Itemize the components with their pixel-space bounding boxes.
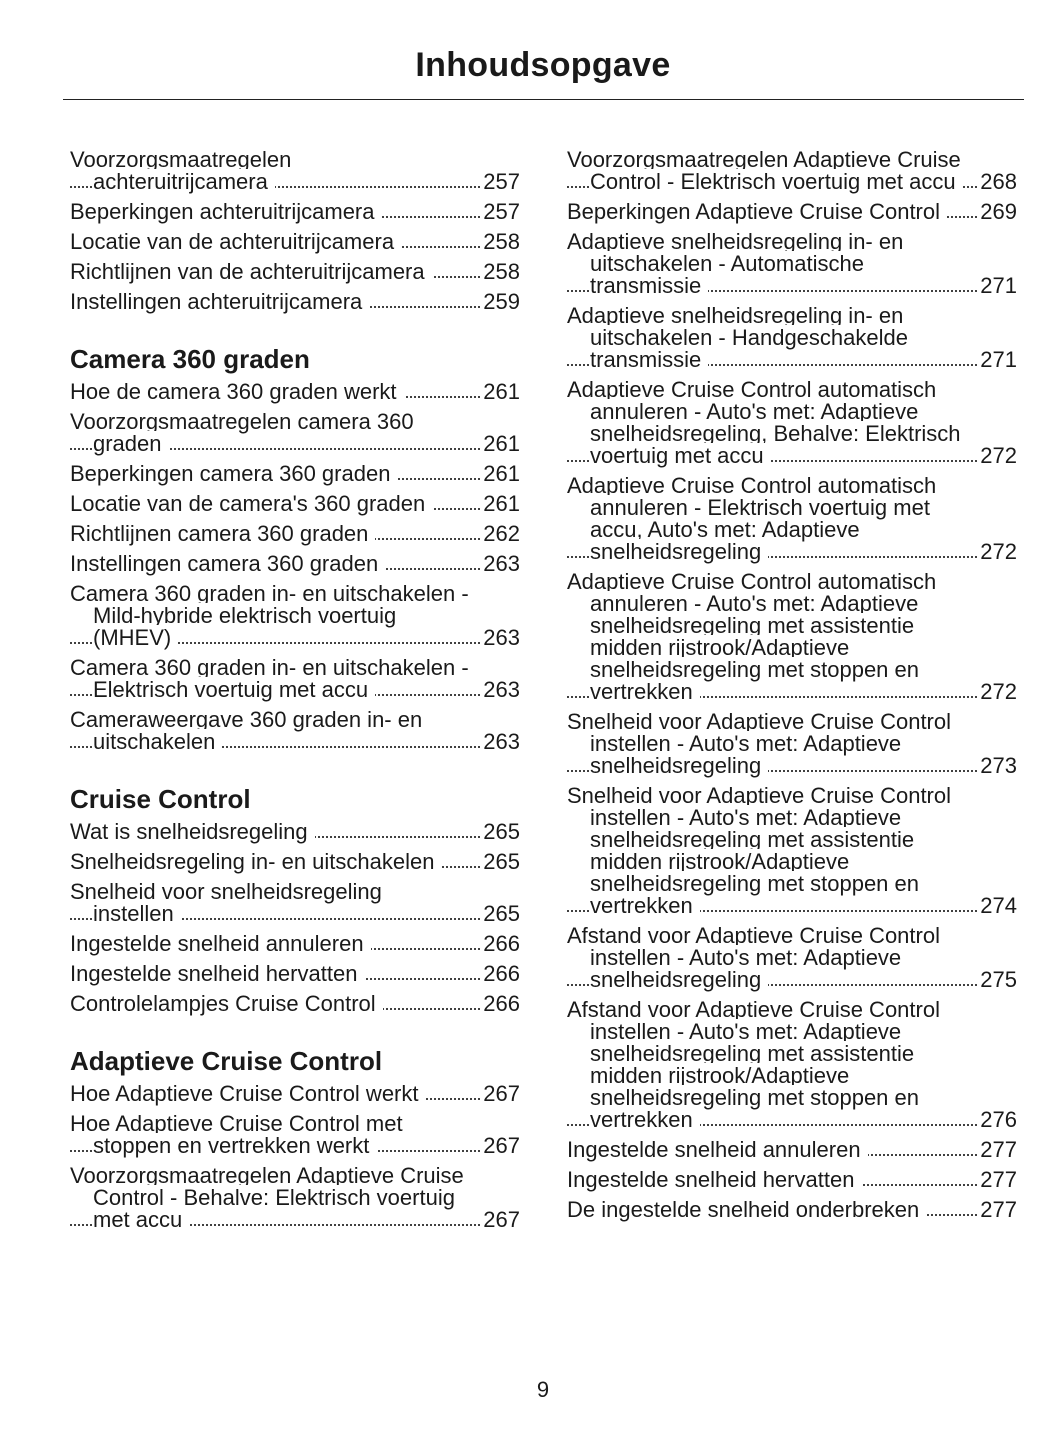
toc-entry-title: Afstand voor Adaptieve Cruise Control instellen - Auto's met: Adaptieve snelheidsregeling	[567, 923, 940, 992]
toc-entry-page: 274	[980, 893, 1017, 918]
toc-entry-page: 271	[980, 347, 1017, 372]
toc-entry-page: 272	[980, 539, 1017, 564]
toc-entry-title: Snelheidsregeling in- en uitschakelen	[70, 849, 441, 874]
toc-entry[interactable]	[567, 999, 1017, 1131]
toc-entry-title: Beperkingen achteruitrijcamera	[70, 199, 382, 224]
toc-entry[interactable]	[70, 381, 520, 403]
toc-list	[70, 149, 520, 313]
toc-entry-title: Instellingen achteruitrijcamera	[70, 289, 369, 314]
title-rule	[63, 99, 1024, 100]
toc-entry-page: 267	[483, 1133, 520, 1158]
section-heading: Cruise Control	[70, 784, 251, 814]
toc-entry[interactable]	[567, 305, 1017, 371]
toc-entry[interactable]	[70, 523, 520, 545]
toc-entry-title: Adaptieve Cruise Control automatisch annuleren - Auto's met: Adaptieve snelheidsregeling met assistentie midden rijstrook/Adaptieve snelheidsregeling met stoppen en vertrekken	[567, 569, 937, 704]
toc-entry-title: Locatie van de camera's 360 graden	[70, 491, 432, 516]
toc-entry-page: 275	[980, 967, 1017, 992]
toc-entry-title: Beperkingen Adaptieve Cruise Control	[567, 199, 947, 224]
toc-entry[interactable]	[567, 149, 1017, 193]
toc-entry-title: Ingestelde snelheid hervatten	[567, 1167, 861, 1192]
toc-entry[interactable]	[70, 933, 520, 955]
toc-entry[interactable]	[567, 1169, 1017, 1191]
toc-entry[interactable]	[567, 231, 1017, 297]
toc-entry[interactable]	[70, 411, 520, 455]
toc-entry-page: 258	[483, 259, 520, 284]
toc-entry[interactable]	[70, 553, 520, 575]
section-heading: Camera 360 graden	[70, 344, 310, 374]
toc-entry[interactable]	[70, 963, 520, 985]
toc-entry-title: Richtlijnen van de achteruitrijcamera	[70, 259, 432, 284]
toc-entry-title: Richtlijnen camera 360 graden	[70, 521, 375, 546]
toc-entry-page: 262	[483, 521, 520, 546]
toc-entry[interactable]	[567, 475, 1017, 563]
toc-entry-page: 261	[483, 461, 520, 486]
toc-entry-page: 265	[483, 819, 520, 844]
toc-entry-title: Beperkingen camera 360 graden	[70, 461, 397, 486]
toc-entry[interactable]	[70, 657, 520, 701]
toc-entry-page: 272	[980, 443, 1017, 468]
page-title: Inhoudsopgave	[415, 46, 671, 84]
toc-entry[interactable]	[70, 1113, 520, 1157]
toc-entry-page: 261	[483, 431, 520, 456]
toc-entry[interactable]	[567, 571, 1017, 703]
toc-entry-title: Instellingen camera 360 graden	[70, 551, 385, 576]
toc-list	[70, 381, 520, 753]
toc-entry-page: 277	[980, 1137, 1017, 1162]
toc-entry[interactable]	[70, 1165, 520, 1231]
toc-entry-title: Snelheid voor Adaptieve Cruise Control instellen - Auto's met: Adaptieve snelheidsregeling met assistentie midden rijstrook/Adaptieve snelheidsregeling met stoppen en vertrekken	[567, 783, 952, 918]
toc-entry[interactable]	[70, 149, 520, 193]
section-heading: Adaptieve Cruise Control	[70, 1046, 383, 1076]
toc-entry-page: 263	[483, 551, 520, 576]
toc-entry[interactable]	[567, 379, 1017, 467]
toc-entry-page: 277	[980, 1197, 1017, 1222]
toc-entry-page: 257	[483, 199, 520, 224]
toc-entry[interactable]	[70, 851, 520, 873]
toc-entry-title: Ingestelde snelheid annuleren	[70, 931, 371, 956]
toc-entry[interactable]	[567, 711, 1017, 777]
toc-entry-page: 259	[483, 289, 520, 314]
toc-list	[70, 821, 520, 1015]
toc-entry[interactable]	[70, 201, 520, 223]
toc-entry-page: 261	[483, 379, 520, 404]
toc-entry-title: Camera 360 graden in- en uitschakelen - Elektrisch voertuig met accu	[70, 655, 469, 702]
toc-entry-page: 267	[483, 1081, 520, 1106]
toc-entry-title: Hoe de camera 360 graden werkt	[70, 379, 404, 404]
toc-entry-page: 268	[980, 169, 1017, 194]
toc-entry-title: Adaptieve snelheidsregeling in- en uitschakelen - Handgeschakelde transmissie	[567, 303, 908, 372]
toc-entry[interactable]	[70, 583, 520, 649]
toc-list	[567, 149, 1017, 1221]
toc-entry-title: Voorzorgsmaatregelen Adaptieve Cruise Control - Elektrisch voertuig met accu	[567, 147, 961, 194]
toc-entry-title: Snelheid voor snelheidsregeling instellen	[70, 879, 382, 926]
toc-entry-page: 263	[483, 677, 520, 702]
toc-entry[interactable]	[70, 821, 520, 843]
toc-entry-title: Ingestelde snelheid annuleren	[567, 1137, 868, 1162]
toc-list	[70, 1083, 520, 1231]
toc-entry-page: 266	[483, 961, 520, 986]
toc-entry-page: 263	[483, 729, 520, 754]
toc-entry-page: 258	[483, 229, 520, 254]
toc-entry[interactable]	[567, 925, 1017, 991]
toc-entry[interactable]	[70, 709, 520, 753]
toc-entry[interactable]	[70, 463, 520, 485]
toc-entry-page: 266	[483, 931, 520, 956]
toc-entry[interactable]	[70, 493, 520, 515]
toc-entry[interactable]	[70, 291, 520, 313]
toc-entry-page: 272	[980, 679, 1017, 704]
toc-entry[interactable]	[70, 231, 520, 253]
toc-entry-page: 266	[483, 991, 520, 1016]
toc-entry[interactable]	[70, 993, 520, 1015]
toc-entry-title: Locatie van de achteruitrijcamera	[70, 229, 401, 254]
toc-entry[interactable]	[70, 261, 520, 283]
toc-column-left	[70, 149, 520, 1239]
toc-entry[interactable]	[567, 1199, 1017, 1221]
toc-entry-title: Adaptieve Cruise Control automatisch annuleren - Auto's met: Adaptieve snelheidsregeling, Behalve: Elektrisch voertuig met accu	[567, 377, 961, 468]
toc-entry[interactable]	[567, 201, 1017, 223]
page-number: 9	[536, 1377, 550, 1402]
toc-entry-title: Adaptieve snelheidsregeling in- en uitschakelen - Automatische transmissie	[567, 229, 904, 298]
toc-entry-page: 267	[483, 1207, 520, 1232]
toc-entry[interactable]	[567, 785, 1017, 917]
toc-column-right	[567, 149, 1017, 1229]
toc-entry-page: 273	[980, 753, 1017, 778]
toc-entry-page: 257	[483, 169, 520, 194]
toc-entry-page: 277	[980, 1167, 1017, 1192]
toc-entry-page: 265	[483, 901, 520, 926]
toc-entry-title: Camera 360 graden in- en uitschakelen - Mild-hybride elektrisch voertuig (MHEV)	[70, 581, 469, 650]
toc-entry-page: 276	[980, 1107, 1017, 1132]
toc-entry-title: Hoe Adaptieve Cruise Control met stoppen en vertrekken werkt	[70, 1111, 403, 1158]
toc-entry-page: 265	[483, 849, 520, 874]
toc-entry-title: Snelheid voor Adaptieve Cruise Control instellen - Auto's met: Adaptieve snelheidsregeling	[567, 709, 952, 778]
toc-entry-title: Voorzorgsmaatregelen Adaptieve Cruise Control - Behalve: Elektrisch voertuig met accu	[70, 1163, 464, 1232]
toc-entry-page: 271	[980, 273, 1017, 298]
toc-entry-page: 263	[483, 625, 520, 650]
toc-entry-page: 269	[980, 199, 1017, 224]
toc-entry-title: Afstand voor Adaptieve Cruise Control instellen - Auto's met: Adaptieve snelheidsregeling met assistentie midden rijstrook/Adaptieve snelheidsregeling met stoppen en vertrekken	[567, 997, 940, 1132]
toc-entry-title: Hoe Adaptieve Cruise Control werkt	[70, 1081, 426, 1106]
toc-entry-title: Controlelampjes Cruise Control	[70, 991, 383, 1016]
toc-entry-title: Wat is snelheidsregeling	[70, 819, 315, 844]
toc-entry[interactable]	[70, 1083, 520, 1105]
toc-entry-title: Voorzorgsmaatregelen achteruitrijcamera	[70, 147, 292, 194]
toc-entry-title: Cameraweergave 360 graden in- en uitschakelen	[70, 707, 423, 754]
toc-entry-page: 261	[483, 491, 520, 516]
toc-entry-title: Ingestelde snelheid hervatten	[70, 961, 364, 986]
toc-entry[interactable]	[567, 1139, 1017, 1161]
toc-entry-title: Adaptieve Cruise Control automatisch annuleren - Elektrisch voertuig met accu, Auto's met: Adaptieve snelheidsregeling	[567, 473, 937, 564]
toc-entry-title: De ingestelde snelheid onderbreken	[567, 1197, 926, 1222]
toc-entry[interactable]	[70, 881, 520, 925]
toc-entry-title: Voorzorgsmaatregelen camera 360 graden	[70, 409, 414, 456]
